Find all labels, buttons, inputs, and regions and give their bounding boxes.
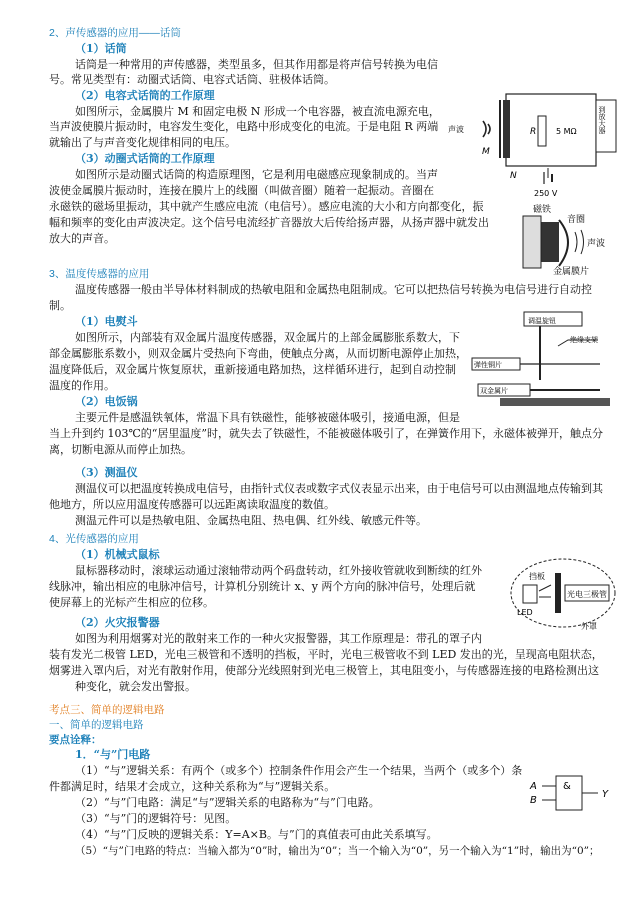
paragraph: 离，切断电源从而停止加热。 — [49, 443, 192, 456]
paragraph: 波使金属膜片振动时，连接在膜片上的线圈（叫做音圈）随着一起振动。音圈在 — [49, 184, 434, 197]
paragraph: 温度降低后，双金属片恢复原状，重新接通电路加热，这样循环进行，起到自动控制 — [49, 363, 456, 376]
fig1-volt-label: 250 V — [534, 189, 558, 198]
fig4-photo-label: 光电三极管 — [567, 590, 607, 599]
paragraph: 测温元件可以是热敏电阻、金属热电阻、热电偶、红外线、敏感元件等。 — [75, 514, 427, 527]
subsection-and-gate: 1．“与”门电路 — [75, 748, 151, 761]
paragraph: 种变化，就会发出警报。 — [75, 680, 196, 693]
fig2-film-label: 金属膜片 — [553, 267, 590, 275]
fig1-amp-label: 到放大器 — [598, 106, 606, 134]
paragraph: （3）“与”门的逻辑符号：见图。 — [75, 812, 237, 825]
subsection-fire-alarm: （2）火灾报警器 — [75, 616, 160, 629]
paragraph: 制。 — [49, 299, 71, 312]
paragraph: 部金属膨胀系数小，则双金属片受热向下弯曲，使触点分离，从而切断电源停止加热， — [49, 347, 467, 360]
paragraph: 件都满足时，结果才会成立，这种关系称为“与”逻辑关系。 — [49, 780, 336, 793]
paragraph: 放大的声音。 — [49, 232, 115, 245]
paragraph: 测温仪可以把温度转换成电信号，由指针式仪表或数字式仪表显示出来，由于电信号可以由测温地点传输到其 — [75, 482, 603, 495]
paragraph: 话筒是一种常用的声传感器，类型虽多，但其作用都是将声信号转换为电信 — [75, 58, 438, 71]
fig2-magnet-label: 磁铁 — [533, 205, 552, 215]
paragraph: （4）“与”门反映的逻辑关系：Y=A×B。与”门的真值表可由此关系填写。 — [75, 828, 438, 841]
section-title-temperature: 3、温度传感器的应用 — [49, 268, 150, 280]
fig1-sound-label: 声波 — [448, 125, 464, 134]
fig2-wave-label: 声波 — [587, 239, 606, 249]
gate-and-symbol: & — [563, 781, 571, 792]
fig1-ohm-label: 5 MΩ — [556, 127, 577, 136]
kaodian-title: 考点三、简单的逻辑电路 — [49, 704, 165, 716]
fire-alarm-figure — [505, 555, 620, 635]
fig1-n-label: N — [510, 171, 517, 181]
paragraph: 就输出了与声音变化规律相同的电压。 — [49, 136, 236, 149]
electric-iron-figure — [470, 310, 620, 408]
paragraph: （5）“与”门电路的特点：当输入都为“0”时，输出为“0”；当一个输入为“0”，另一个输入为“1”时，输出为“0”； — [75, 845, 600, 857]
paragraph: 幅和频率的变化由声波决定。这个信号电流经扩音器放大后传给扬声器，从扬声器中就发出 — [49, 216, 489, 229]
fig4-cover-label: 外罩 — [581, 622, 597, 631]
key-points-label: 要点诠释： — [49, 734, 102, 746]
subsection-iron: （1）电熨斗 — [75, 315, 138, 328]
paragraph: 烟雾进入罩内后，对光有散射作用，使部分光线照射到光电三极管上，其电阻变小，与传感器连接的电路检测出这 — [49, 664, 599, 677]
fig3-bimetal2-label: 双金属片 — [480, 387, 508, 395]
paragraph: 如图所示是动圈式话筒的构造原理图，它是利用电磁感应现象制成的。当声 — [75, 168, 438, 181]
paragraph: （2）“与”门电路：满足“与”逻辑关系的电路称为“与”门电路。 — [75, 796, 380, 809]
paragraph: 如图为利用烟雾对光的散射来工作的一种火灾报警器，其工作原理是：带孔的罩子内 — [75, 632, 482, 645]
paragraph: 温度的作用。 — [49, 379, 115, 392]
paragraph: 当声波使膜片振动时，电容发生变化，电路中形成变化的电流。于是电阻 R 两端 — [49, 120, 439, 133]
fig2-coil-label: 音圈 — [567, 215, 586, 225]
gate-input-b: B — [530, 795, 537, 806]
paragraph: 当上升到约 103℃的“居里温度”时，就失去了铁磁性，不能被磁体吸引了，在弹簧作用下，永磁体被弹开，触点分 — [49, 427, 604, 440]
paragraph: 温度传感器一般由半导体材料制成的热敏电阻和金属热电阻制成。它可以把热信号转换为电信号进行自动控 — [75, 283, 592, 296]
paragraph: 如图所示，内部装有双金属片温度传感器，双金属片的上部金属膨胀系数大，下 — [75, 331, 460, 344]
subsection-capacitor-mic: （2）电容式话筒的工作原理 — [75, 89, 215, 102]
subsection-thermometer: （3）测温仪 — [75, 466, 138, 479]
paragraph: 装有发光二极管 LED，光电三极管和不透明的挡板，平时，光电三极管收不到 LED 发出的光，呈现高电阻状态， — [49, 648, 603, 661]
gate-output-y: Y — [602, 789, 609, 800]
fig3-insul-label: 绝缘支架 — [570, 336, 598, 344]
fig4-baffle-label: 挡板 — [529, 572, 545, 581]
fig3-bimetal-label: 弹性铜片 — [474, 361, 502, 369]
capacitor-mic-circuit-figure — [448, 88, 620, 200]
gate-input-a: A — [530, 781, 537, 792]
paragraph: 永磁铁的磁场里振动，其中就产生感应电流（电信号）。感应电流的大小和方向都变化，振 — [49, 200, 484, 213]
paragraph: （1）“与”逻辑关系：有两个（或多个）控制条件作用会产生一个结果，当两个（或多个）条 — [75, 764, 523, 777]
subsection-mouse: （1）机械式鼠标 — [75, 548, 160, 561]
subsection-coil-mic: （3）动圈式话筒的工作原理 — [75, 152, 215, 165]
fig4-led-label: LED — [517, 608, 533, 617]
section-title-sound: 2、声传感器的应用——话筒 — [49, 27, 181, 39]
paragraph: 线脉冲，输出相应的电脉冲信号，计算机分别统计 x、y 两个方向的脉冲信号，处理后就 — [49, 580, 476, 593]
fig1-m-label: M — [482, 147, 490, 157]
paragraph: 号。常见类型有：动圈式话筒、电容式话筒、驻极体话筒。 — [49, 73, 335, 86]
paragraph: 如图所示，金属膜片 M 和固定电极 N 形成一个电容器，被直流电源充电， — [75, 105, 440, 118]
paragraph: 主要元件是感温铁氧体，常温下具有铁磁性，能够被磁体吸引，接通电源，但是 — [75, 411, 460, 424]
paragraph: 他地方，所以应用温度传感器可以远距离读取温度的数值。 — [49, 498, 335, 511]
subsection-rice-cooker: （2）电饭锅 — [75, 395, 138, 408]
subsection-microphone: （1）话筒 — [75, 42, 127, 55]
coil-mic-figure — [505, 200, 615, 275]
fig3-knob-label: 调温旋钮 — [528, 317, 556, 325]
fig1-r-label: R — [530, 127, 537, 137]
and-gate-symbol — [528, 770, 618, 818]
section-title-light: 4、光传感器的应用 — [49, 533, 139, 545]
paragraph: 使屏幕上的光标产生相应的位移。 — [49, 596, 214, 609]
logic-section-title: 一、简单的逻辑电路 — [49, 719, 144, 731]
paragraph: 鼠标器移动时，滚球运动通过滚轴带动两个码盘转动，红外接收管就收到断续的红外 — [75, 564, 482, 577]
